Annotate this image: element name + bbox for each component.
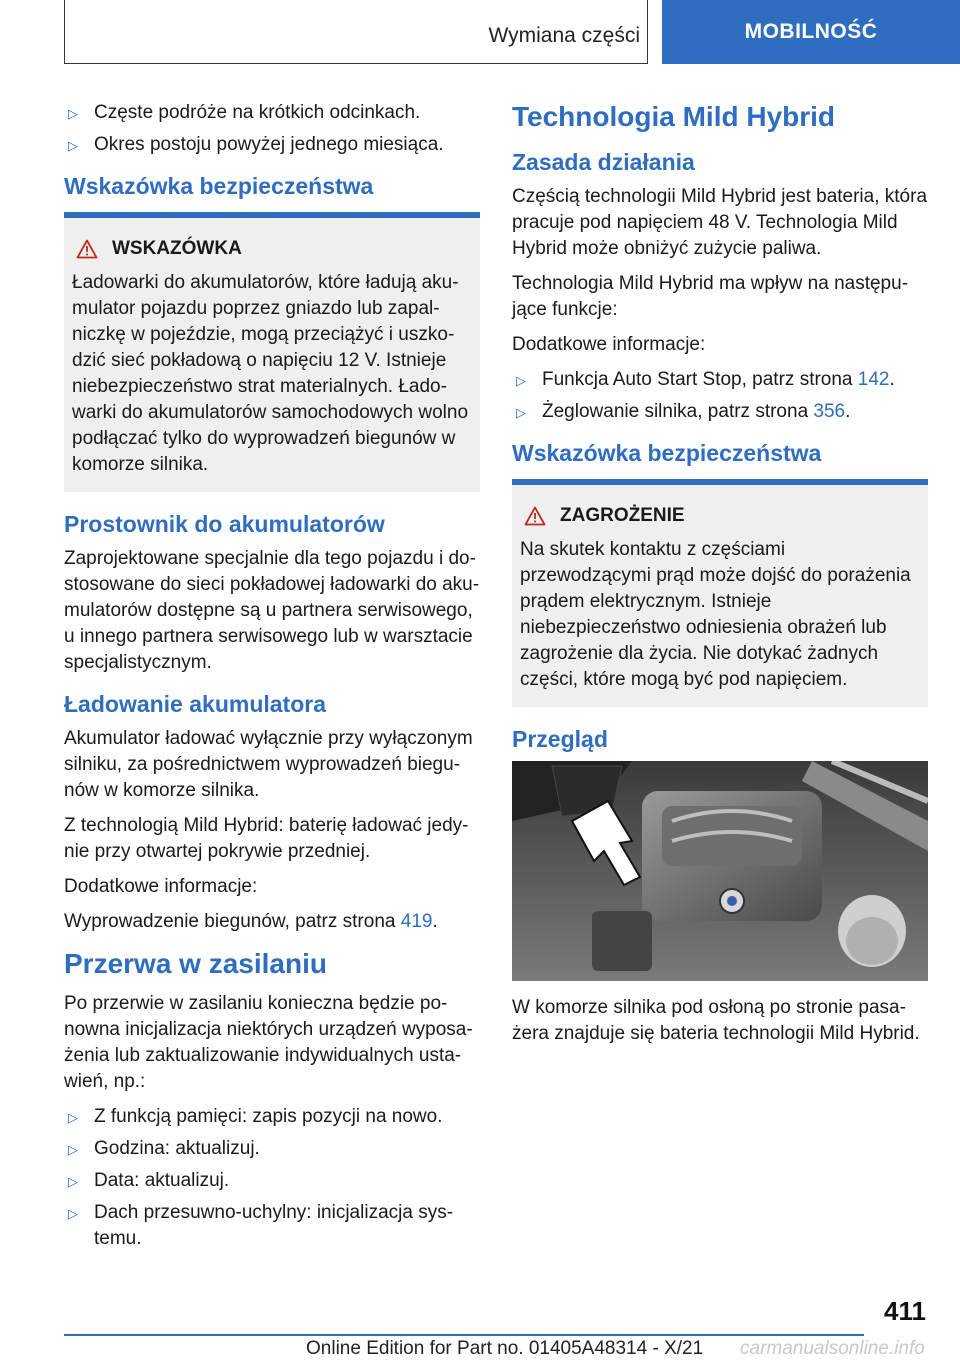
triangle-right-icon: ▷: [68, 138, 78, 153]
charging-text-1: Akumulator ładować wyłącznie przy wyłączonym silniku, za pośrednictwem wyprowadzeń biegunów w komorze silnika.: [64, 728, 473, 801]
warning-title: WSKAZÓWKA: [72, 236, 470, 262]
list-item: ▷ Data: aktualizuj.: [64, 1168, 480, 1194]
info-label: Dodatkowe informacje:: [512, 334, 706, 355]
header-section-title: Wymiana części: [488, 24, 640, 47]
list-item: ▷ Częste podróże na krótkich odcinkach.: [64, 100, 480, 126]
triangle-right-icon: ▷: [68, 1174, 78, 1189]
list-item: ▷ Okres postoju powyżej jednego miesiąca.: [64, 132, 480, 158]
triangle-right-icon: ▷: [516, 405, 526, 420]
watermark: carmanualsonline.info: [740, 1338, 925, 1359]
danger-text: Na skutek kontaktu z częściami przewodzącymi prąd może dojść do porażenia prądem elektrycznym. Istnieje niebezpieczeństwo odniesienia obrażeń lub zagrożenie dla życia. Nie dotykać żadnych części, które mogą być pod napięciem.: [520, 539, 911, 690]
safety-heading: Wskazówka bezpieczeństwa: [64, 173, 374, 199]
right-column: [512, 100, 928, 1056]
charging-text-2: Z technologią Mild Hybrid: baterię ładować jedynie przy otwartej pokrywie przedniej.: [64, 815, 469, 862]
page-link-356[interactable]: 356: [813, 401, 846, 422]
warning-triangle-icon: [76, 239, 98, 259]
list-item: ▷ Funkcja Auto Start Stop, patrz strona 142.: [512, 367, 928, 393]
reference-list: [512, 367, 928, 425]
engine-bay-photo: [512, 761, 928, 981]
charging-heading: Ładowanie akumulatora: [64, 691, 327, 717]
overview-heading: Przegląd: [512, 726, 608, 752]
page-number: 411: [884, 1296, 926, 1326]
page-link-142[interactable]: 142: [857, 369, 890, 390]
rectifier-text: Zaprojektowane specjalnie dla tego pojazdu i dostosowane do sieci pokładowej ładowarki do akumulatorów dostępne są u partnera serwisowego, u innego partnera serwisowego lub w warsztacie specjalistycznym.: [64, 548, 480, 673]
principle-text-2: Technologia Mild Hybrid ma wpływ na następujące funkcje:: [512, 273, 909, 320]
danger-title: ZAGROŻENIE: [520, 503, 918, 529]
footer-divider: [64, 1334, 864, 1336]
list-item: ▷ Dach przesuwno-uchylny: inicjalizacja systemu.: [68, 1202, 454, 1249]
list-item: ▷ Z funkcją pamięci: zapis pozycji na nowo.: [64, 1104, 480, 1130]
principle-text-1: Częścią technologii Mild Hybrid jest bateria, która pracuje pod napięciem 48 V. Technologia Mild Hybrid może obniżyć zużycie paliwa.: [512, 186, 928, 259]
principle-heading: Zasada działania: [512, 149, 695, 175]
warning-text: Ładowarki do akumulatorów, które ładują akumulator pojazdu poprzez gniazdo lub zapalniczkę w pojeździe, mogą przeciążyć i uszkodzić sieć pokładową o napięciu 12 V. Istnieje niebezpieczeństwo strat materialnych. Ładowarki do akumulatorów samochodowych wolno podłączać tylko do wyprowadzeń biegunów w komorze silnika.: [72, 272, 469, 475]
top-bullet-list: [64, 100, 480, 158]
triangle-right-icon: ▷: [68, 1206, 78, 1221]
page-link-419[interactable]: 419: [400, 911, 433, 932]
list-item: ▷ Godzina: aktualizuj.: [64, 1136, 480, 1162]
outage-bullet-list: [64, 1104, 480, 1252]
warning-triangle-icon: [524, 506, 546, 526]
charging-info-label: Dodatkowe informacje:: [64, 876, 258, 897]
outage-heading: Przerwa w zasilaniu: [64, 948, 327, 979]
header-chapter-tab[interactable]: MOBILNOŚĆ: [662, 0, 960, 64]
triangle-right-icon: ▷: [68, 1142, 78, 1157]
left-column: [64, 100, 480, 1258]
list-item: ▷ Żeglowanie silnika, patrz strona 356.: [512, 399, 928, 425]
rectifier-heading: Prostownik do akumulatorów: [64, 511, 385, 537]
safety-heading-right: Wskazówka bezpieczeństwa: [512, 440, 822, 466]
triangle-right-icon: ▷: [68, 106, 78, 121]
overview-caption: W komorze silnika pod osłoną po stronie pasażera znajduje się bateria technologii Mild Hybrid.: [512, 997, 920, 1044]
charging-reference: Wyprowadzenie biegunów, patrz strona 419.: [64, 911, 438, 932]
warning-box: [64, 212, 480, 492]
triangle-right-icon: ▷: [516, 373, 526, 388]
footer-edition: Online Edition for Part no. 01405A48314 - X/21: [306, 1338, 704, 1359]
outage-text: Po przerwie w zasilaniu konieczna będzie ponowna inicjalizacja niektórych urządzeń wyposażenia lub zaktualizowanie indywidualnych ustawień, np.:: [64, 993, 473, 1092]
triangle-right-icon: ▷: [68, 1110, 78, 1125]
main-heading: Technologia Mild Hybrid: [512, 101, 836, 132]
danger-box: [512, 479, 928, 707]
